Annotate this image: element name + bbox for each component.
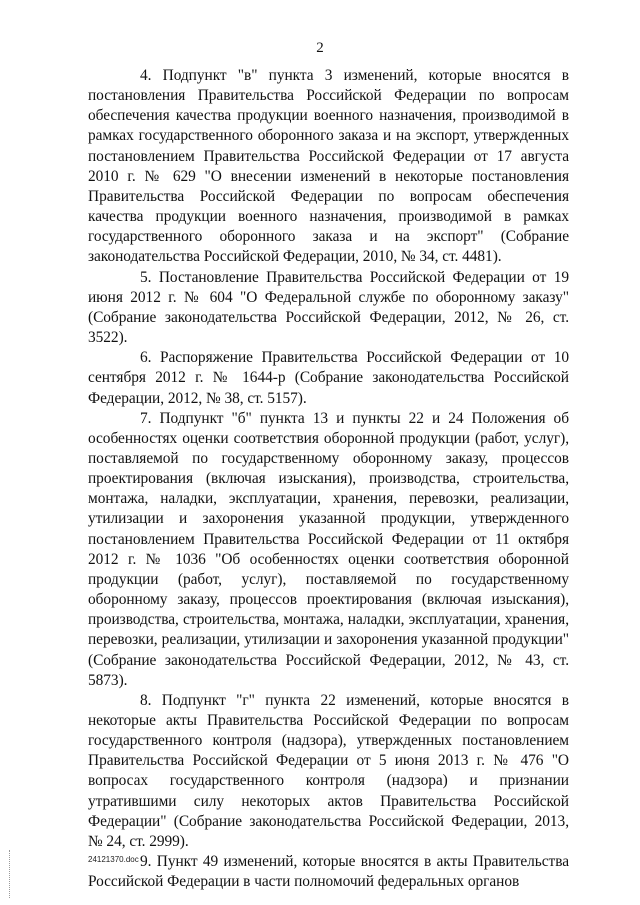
paragraph-item-6: 6. Распоряжение Правительства Российской Федерации от 10 сентября 2012 г. № 1644-р (Собрание законодательства Российской Федерации, 2012, № 38, ст. 5157).: [88, 349, 569, 407]
page-number: 2: [316, 40, 324, 56]
document-file-code: 24121370.doc: [88, 855, 139, 864]
paragraph-item-9: 9. Пункт 49 изменений, которые вносятся в акты Правительства Российской Федерации в части полномочий федеральных органов: [88, 853, 569, 891]
paragraph-item-4: 4. Подпункт "в" пункта 3 изменений, которые вносятся в постановления Правительства Российской Федерации по вопросам обеспечения качества продукции военного назначения, производимой в рамках государственного оборонного заказа и на экспорт, утвержденных постановлением Правительства Российской Федерации от 17 августа 2010 г. № 629 "О внесении изменений в некоторые постановления Правительства Российской Федерации по вопросам обеспечения качества продукции военного назначения, производимой в рамках государственного оборонного заказа и на экспорт" (Собрание законодательства Российской Федерации, 2010, № 34, ст. 4481).: [88, 67, 569, 266]
paragraph-item-5: 5. Постановление Правительства Российской Федерации от 19 июня 2012 г. № 604 "О Федеральной службе по оборонному заказу" (Собрание законодательства Российской Федерации, 2012, № 26, ст. 3522).: [88, 268, 569, 347]
document-body: [88, 66, 569, 892]
paragraph-item-8: 8. Подпункт "г" пункта 22 изменений, которые вносятся в некоторые акты Правительства Российской Федерации по вопросам государственного контроля (надзора), утвержденных постановлением Правительства Российской Федерации от 5 июня 2013 г. № 476 "О вопросах государственного контроля (надзора) и признании утратившими силу некоторых актов Правительства Российской Федерации" (Собрание законодательства Российской Федерации, 2013, № 24, ст. 2999).: [88, 691, 569, 850]
scan-edge-mark: [9, 850, 11, 898]
paragraph-item-7: 7. Подпункт "б" пункта 13 и пункты 22 и 24 Положения об особенностях оценки соответствия оборонной продукции (работ, услуг), поставляемой по государственному оборонному заказу, процессов проектирования (включая изыскания), производства, строительства, монтажа, наладки, эксплуатации, хранения, перевозки, реализации, утилизации и захоронения указанной продукции, утвержденного постановлением Правительства Российской Федерации от 11 октября 2012 г. № 1036 "Об особенностях оценки соответствия оборонной продукции (работ, услуг), поставляемой по государственному оборонному заказу, процессов проектирования (включая изыскания), производства, строительства, монтажа, наладки, эксплуатации, хранения, перевозки, реализации, утилизации и захоронения указанной продукции" (Собрание законодательства Российской Федерации, 2012, № 43, ст. 5873).: [88, 409, 569, 689]
